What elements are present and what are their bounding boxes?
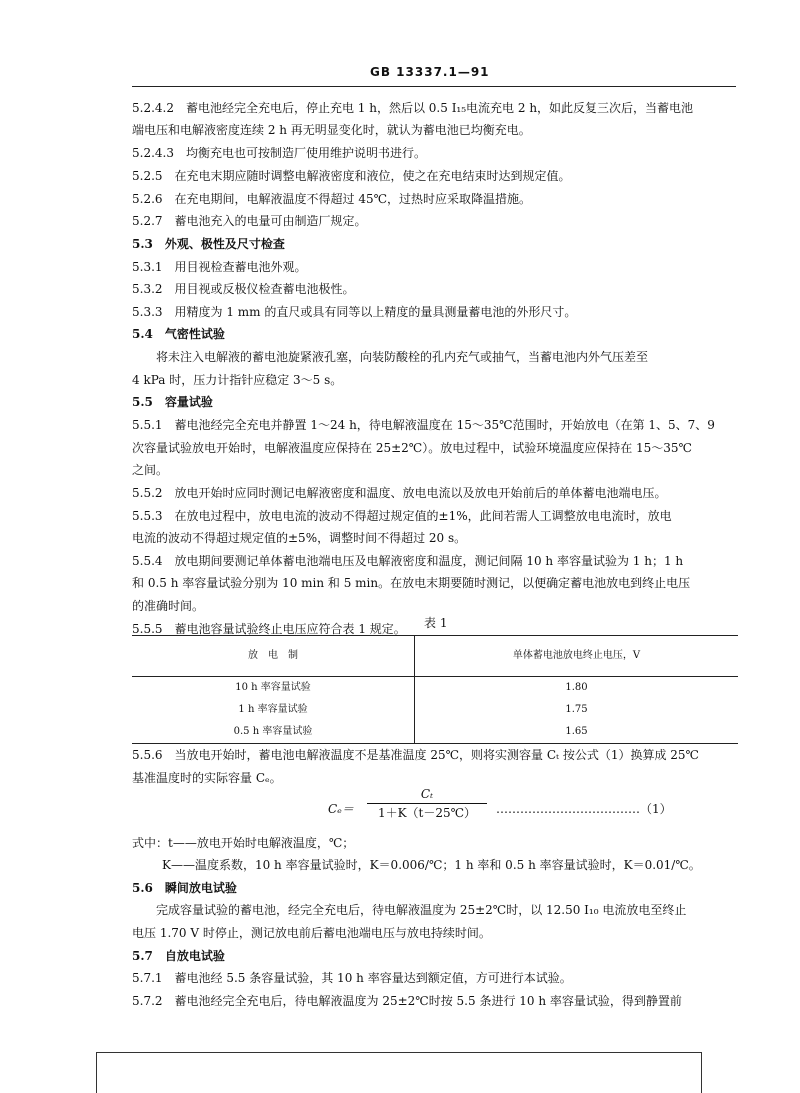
clause-5-5-4-line2: 和 0.5 h 率容量试验分别为 10 min 和 5 min。在放电末期要随时测记，以便确定蓄电池放电到终止电压	[132, 576, 691, 590]
clause-5-3-2: 5.3.2 用目视或反极仪检查蓄电池极性。	[132, 282, 355, 296]
clause-5-2-4-3: 5.2.4.3 均衡充电也可按制造厂使用维护说明书进行。	[132, 146, 426, 160]
table-header-row	[132, 636, 738, 677]
clause-5-5-5: 5.5.5 蓄电池容量试验终止电压应符合表 1 规定。	[132, 622, 406, 636]
header-rule	[132, 86, 736, 87]
formula-lhs: Cₑ＝	[328, 802, 354, 816]
clause-5-2-7: 5.2.7 蓄电池充入的电量可由制造厂规定。	[132, 214, 367, 228]
table-cell-mode: 10 h 率容量试验	[132, 677, 415, 700]
bottom-frame	[96, 1052, 702, 1093]
formula-where-k: K——温度系数，10 h 率容量试验时，K＝0.006/℃；1 h 率和 0.5 h 率容量试验时，K＝0.01/℃。	[162, 858, 701, 872]
formula-tag: ………………………………（1）	[496, 802, 672, 816]
table-caption: 表 1	[424, 616, 448, 630]
clause-5-3-3: 5.3.3 用精度为 1 mm 的直尺或具有同等以上精度的量具测量蓄电池的外形尺寸。	[132, 305, 577, 319]
document-header: GB 13337.1—91	[370, 65, 490, 79]
section-5-4-heading: 5.4 气密性试验	[132, 327, 225, 341]
clause-5-5-4-line1: 5.5.4 放电期间要测记单体蓄电池端电压及电解液密度和温度，测记间隔 10 h 率容量试验为 1 h；1 h	[132, 554, 684, 568]
clause-5-3-1: 5.3.1 用目视检查蓄电池外观。	[132, 260, 307, 274]
section-5-6-heading: 5.6 瞬间放电试验	[132, 881, 237, 895]
section-5-7-heading: 5.7 自放电试验	[132, 949, 225, 963]
clause-5-5-3-line1: 5.5.3 在放电过程中，放电电流的波动不得超过规定值的±1%，此间若需人工调整放电电流时，放电	[132, 509, 672, 523]
clause-5-7-1: 5.7.1 蓄电池经 5.5 条容量试验，其 10 h 率容量达到额定值，方可进行本试验。	[132, 971, 572, 985]
clause-5-2-4-2-line2: 端电压和电解液密度连续 2 h 再无明显变化时，就认为蓄电池已均衡充电。	[132, 123, 531, 137]
table-cell-mode: 1 h 率容量试验	[132, 699, 415, 721]
table-row	[132, 699, 738, 721]
formula-denominator: 1＋K（t－25℃）	[377, 806, 477, 820]
clause-5-5-1-line1: 5.5.1 蓄电池经完全充电并静置 1～24 h，待电解液温度在 15～35℃范围时，开始放电（在第 1、5、7、9	[132, 418, 715, 432]
clause-5-2-6: 5.2.6 在充电期间，电解液温度不得超过 45℃，过热时应采取降温措施。	[132, 192, 532, 206]
clause-5-5-1-line2: 次容量试验放电开始时，电解液温度应保持在 25±2℃）。放电过程中，试验环境温度应保持在 15～35℃	[132, 441, 692, 455]
table-1	[132, 635, 738, 744]
clause-5-5-2: 5.5.2 放电开始时应同时测记电解液密度和温度、放电电流以及放电开始前后的单体蓄电池端电压。	[132, 486, 667, 500]
formula-where-t: 式中：t——放电开始时电解液温度，℃；	[132, 836, 355, 850]
clause-5-7-2: 5.7.2 蓄电池经完全充电后，待电解液温度为 25±2℃时按 5.5 条进行 10 h 率容量试验，得到静置前	[132, 994, 682, 1008]
clause-5-5-4-line3: 的准确时间。	[132, 599, 205, 613]
clause-5-4-line1: 将未注入电解液的蓄电池旋紧液孔塞，向装防酸栓的孔内充气或抽气，当蓄电池内外气压差至	[156, 350, 649, 364]
clause-5-5-3-line2: 电流的波动不得超过规定值的±5%，调整时间不得超过 20 s。	[132, 531, 467, 545]
table-cell-mode: 0.5 h 率容量试验	[132, 721, 415, 744]
clause-5-6-line1: 完成容量试验的蓄电池，经完全充电后，待电解液温度为 25±2℃时，以 12.50 I₁₀ 电流放电至终止	[156, 903, 687, 917]
clause-5-2-4-2-line1: 5.2.4.2 蓄电池经完全充电后，停止充电 1 h，然后以 0.5 I₁₅电流充电 2 h，如此反复三次后，当蓄电池	[132, 101, 694, 115]
table-cell-voltage: 1.75	[565, 704, 588, 715]
table-cell-voltage: 1.80	[565, 682, 588, 693]
table-row	[132, 721, 738, 744]
clause-5-6-line2: 电压 1.70 V 时停止，测记放电前后蓄电池端电压与放电持续时间。	[132, 926, 491, 940]
clause-5-2-5: 5.2.5 在充电末期应随时调整电解液密度和液位，使之在充电结束时达到规定值。	[132, 169, 571, 183]
table-row	[132, 677, 738, 700]
formula-fraction	[367, 786, 487, 821]
clause-5-4-line2: 4 kPa 时，压力计指针应稳定 3～5 s。	[132, 373, 343, 387]
fraction-bar	[367, 803, 487, 804]
formula-numerator: Cₜ	[420, 787, 434, 801]
table-header-mode: 放 电 制	[132, 636, 415, 677]
section-5-5-heading: 5.5 容量试验	[132, 395, 213, 409]
table-cell-voltage: 1.65	[415, 721, 739, 744]
clause-5-5-6-line1: 5.5.6 当放电开始时，蓄电池电解液温度不是基准温度 25℃，则将实测容量 Cₜ 按公式（1）换算成 25℃	[132, 748, 699, 762]
clause-5-5-6-line2: 基准温度时的实际容量 Cₑ。	[132, 771, 282, 785]
table-header-voltage: 单体蓄电池放电终止电压，V	[415, 636, 739, 677]
section-5-3-heading: 5.3 外观、极性及尺寸检查	[132, 237, 285, 251]
clause-5-5-1-line3: 之间。	[132, 463, 169, 477]
